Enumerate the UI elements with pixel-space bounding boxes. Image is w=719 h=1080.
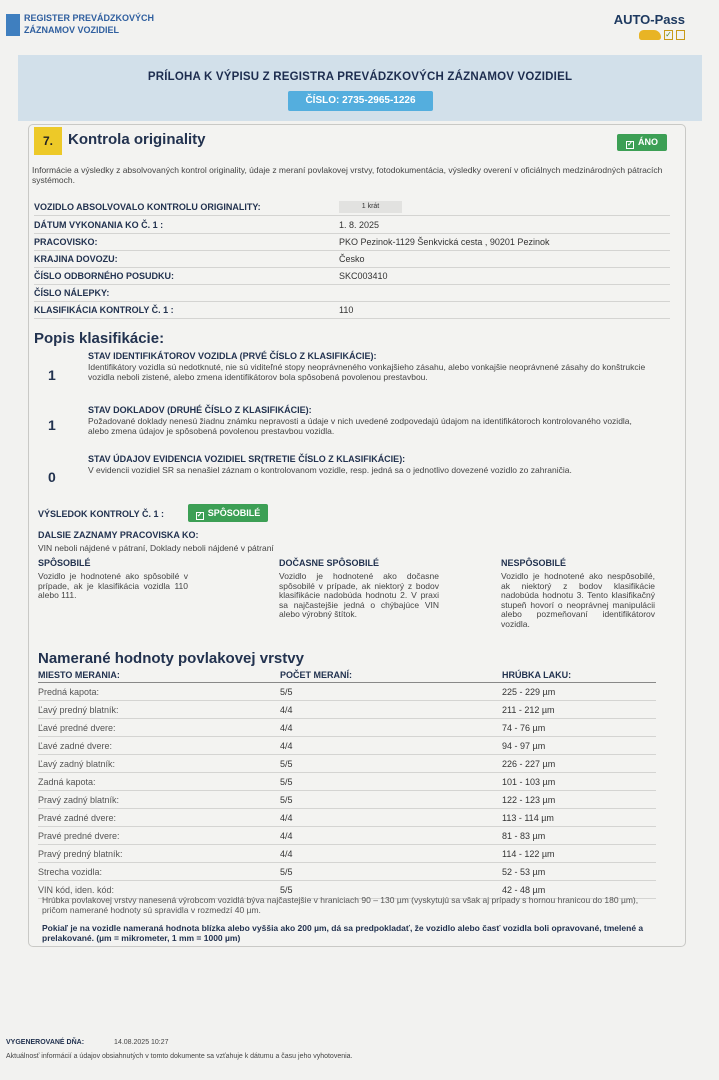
cell-location: Pravé zadné dvere:	[38, 813, 117, 823]
section-number: 7.	[34, 127, 62, 155]
detail-label: ČÍSLO ODBORNÉHO POSUDKU:	[34, 271, 175, 281]
cell-thickness: 81 - 83 µm	[502, 831, 546, 841]
cell-thickness: 113 - 114 µm	[502, 813, 554, 823]
cell-count: 5/5	[280, 777, 293, 787]
cell-location: Pravý zadný blatník:	[38, 795, 120, 805]
column-header-location: MIESTO MERANIA:	[38, 670, 120, 680]
cell-count: 4/4	[280, 831, 293, 841]
table-row	[38, 827, 656, 845]
cell-location: VIN kód, iden. kód:	[38, 885, 115, 895]
legend-title: SPÔSOBILÉ	[38, 558, 91, 568]
cell-thickness: 74 - 76 µm	[502, 723, 546, 733]
cell-count: 5/5	[280, 687, 293, 697]
legend-desc: Vozidlo je hodnotené ako spôsobilé v prípade, ak je klasifikácia vozidla 110 alebo 111.	[38, 571, 188, 600]
cell-location: Predná kapota:	[38, 687, 100, 697]
measurement-note: Hrúbka povlakovej vrstvy nanesená výrobcom vozidlá býva najčastejšie v hraniciach 90 – 130 µm (vyskytujú sa však aj prípady s hornou hranicou do 180 µm), pričom namerané hodnoty sú spravidla v rozmedzí 40 µm.	[42, 895, 639, 915]
detail-value: 1. 8. 2025	[339, 220, 380, 230]
classification-title: STAV ÚDAJOV EVIDENCIA VOZIDIEL SR(TRETIE ČÍSLO Z KLASIFIKÁCIE):	[88, 454, 406, 464]
cell-count: 4/4	[280, 813, 293, 823]
cell-count: 5/5	[280, 885, 293, 895]
cell-count: 5/5	[280, 759, 293, 769]
detail-value: 1 krát	[339, 201, 402, 213]
cell-thickness: 52 - 53 µm	[502, 867, 546, 877]
attachment-band	[18, 55, 702, 121]
classification-heading: Popis klasifikácie:	[34, 330, 165, 347]
autopass-brand: AUTO-Pass	[613, 12, 685, 27]
legend-temporary	[279, 558, 439, 620]
records-label: DALSIE ZAZNAMY PRACOVISKA KO:	[38, 530, 199, 540]
table-row	[38, 863, 656, 881]
detail-value: PKO Pezinok-1129 Šenkvická cesta , 90201 Pezinok	[339, 237, 550, 247]
detail-value: SKC003410	[339, 271, 388, 281]
classification-title: STAV DOKLADOV (DRUHÉ ČÍSLO Z KLASIFIKÁCIE):	[88, 405, 312, 415]
cell-location: Pravé predné dvere:	[38, 831, 120, 841]
car-icon	[639, 30, 661, 40]
document-icon	[676, 30, 685, 40]
result-label: VÝSLEDOK KONTROLY Č. 1 :	[38, 509, 165, 519]
attachment-title: PRÍLOHA K VÝPISU Z REGISTRA PREVÁDZKOVÝCH ZÁZNAMOV VOZIDIEL	[147, 71, 573, 83]
cell-count: 4/4	[280, 723, 293, 733]
column-header-thickness: HRÚBKA LAKU:	[502, 670, 572, 680]
cell-thickness: 42 - 48 µm	[502, 885, 546, 895]
cell-location: Pravý predný blatník:	[38, 849, 123, 859]
classification-desc: V evidencii vozidiel SR sa nenašiel záznam o kontrolovanom vozidle, resp. jedná sa o jednotlivo dovezené vozidlo zo zahraničia.	[88, 465, 572, 475]
registry-title-line1: REGISTER PREVÁDZKOVÝCH	[24, 13, 155, 23]
detail-label: DÁTUM VYKONANIA KO Č. 1 :	[34, 220, 164, 230]
cell-count: 4/4	[280, 849, 293, 859]
detail-row	[34, 217, 670, 234]
table-row	[38, 719, 656, 737]
detail-label: PRACOVISKO:	[34, 237, 98, 247]
registry-title	[24, 12, 154, 36]
table-row	[38, 737, 656, 755]
autopass-icons	[614, 30, 685, 40]
table-row	[38, 773, 656, 791]
cell-location: Ľavé zadné dvere:	[38, 741, 113, 751]
cell-location: Ľavé predné dvere:	[38, 723, 116, 733]
generated-value: 14.08.2025 10:27	[114, 1039, 169, 1046]
cell-location: Ľavý predný blatník:	[38, 705, 119, 715]
status-badge	[617, 134, 667, 151]
table-row	[38, 845, 656, 863]
detail-value: 110	[339, 305, 354, 315]
detail-label: VOZIDLO ABSOLVOVALO KONTROLU ORIGINALITY:	[34, 202, 261, 212]
cell-thickness: 114 - 122 µm	[502, 849, 555, 859]
cell-thickness: 94 - 97 µm	[502, 741, 546, 751]
measurements-heading: Namerané hodnoty povlakovej vrstvy	[38, 650, 304, 667]
cell-location: Strecha vozidla:	[38, 867, 103, 877]
detail-row	[34, 268, 670, 285]
legend-desc: Vozidlo je hodnotené ako nespôsobilé, ak niektorý z bodov klasifikácie nadobúda hodnotu 3. Tento klasifikačný stupeň hovorí o neoprávnej manipulácii alebo pozmeňovaní identifikátorov vozidla.	[501, 571, 655, 629]
detail-value: Česko	[339, 254, 365, 264]
cell-thickness: 122 - 123 µm	[502, 795, 556, 805]
table-row	[38, 809, 656, 827]
cell-count: 4/4	[280, 741, 293, 751]
classification-number: 1	[48, 417, 56, 433]
cell-count: 5/5	[280, 795, 293, 805]
legend-capable	[38, 558, 188, 601]
legend-title: NESPÔSOBILÉ	[501, 558, 567, 568]
cell-count: 5/5	[280, 867, 293, 877]
status-badge-label: ÁNO	[638, 137, 658, 147]
detail-label: KLASIFIKÁCIA KONTROLY Č. 1 :	[34, 305, 174, 315]
document-number-badge: ČÍSLO: 2735-2965-1226	[288, 91, 433, 111]
cell-thickness: 101 - 103 µm	[502, 777, 556, 787]
classification-title: STAV IDENTIFIKÁTOROV VOZIDLA (PRVÉ ČÍSLO Z KLASIFIKÁCIE):	[88, 351, 377, 361]
checkbox-icon: ✓	[665, 30, 672, 39]
classification-desc: Identifikátory vozidla sú nedotknuté, nie sú viditeľné stopy neoprávneného vonkajšieho zásahu, alebo vonkajšie neoprávnené zásahy do konštrukcie vozidla neboli zistené, alebo zmena identifikátorov bola spôsobená povolenou prestavbou.	[88, 362, 646, 382]
legend-title: DOČASNE SPÔSOBILÉ	[279, 558, 380, 568]
classification-desc: Požadované doklady nenesú žiadnu známku nepravosti a údaje v nich uvedené zodpovedajú údajom na identifikátoroch kontrolovaného vozidla, alebo zmena údajov je spôsobená povolenou prestavbou vozidla.	[88, 416, 632, 436]
cell-count: 4/4	[280, 705, 293, 715]
cell-thickness: 211 - 212 µm	[502, 705, 555, 715]
generated-info	[6, 1039, 169, 1046]
section-intro: Informácie a výsledky z absolvovaných kontrol originality, údaje z meraní povlakovej vrstvy, fotodokumentácia, výsledky overení v oficiálnych medzinárodných pátracích systémoch.	[32, 165, 663, 185]
check-icon: ✓	[627, 141, 633, 148]
registry-logo-mark	[6, 14, 20, 36]
autopass-logo	[614, 12, 685, 40]
classification-number: 0	[48, 469, 56, 485]
section-title: Kontrola originality	[68, 131, 206, 148]
table-row	[38, 701, 656, 719]
check-icon: ✓	[196, 512, 203, 519]
classification-number: 1	[48, 367, 56, 383]
cell-location: Zadná kapota:	[38, 777, 96, 787]
cell-thickness: 226 - 227 µm	[502, 759, 556, 769]
table-row	[38, 791, 656, 809]
legend-desc: Vozidlo je hodnotené ako dočasne spôsobilé v prípade, ak niektorý z bodov klasifikácie nadobúda hodnotu 2. V praxi sa najčastejšie jedná o chýbajúce VIN alebo výrobný štítok.	[279, 571, 439, 619]
legend-incapable	[501, 558, 655, 629]
result-badge	[188, 504, 268, 522]
measurement-warning: Pokiaľ je na vozidle nameraná hodnota blízka alebo vyššia ako 200 µm, dá sa predpokladať, že vozidlo alebo časť vozidla boli opravované, tmelené a prelakované. (µm = mikrometer, 1 mm = 1000 µm)	[42, 923, 644, 943]
registry-logo	[6, 12, 154, 36]
cell-location: Ľavý zadný blatník:	[38, 759, 116, 769]
detail-row	[34, 234, 670, 251]
detail-row	[34, 285, 670, 302]
result-badge-label: SPÔSOBILÉ	[207, 508, 261, 518]
cell-thickness: 225 - 229 µm	[502, 687, 556, 697]
records-value: VIN neboli nájdené v pátraní, Doklady neboli nájdené v pátraní	[38, 543, 274, 553]
detail-label: KRAJINA DOVOZU:	[34, 254, 118, 264]
generated-label: VYGENEROVANÉ DŇA:	[6, 1039, 85, 1046]
table-row	[38, 683, 656, 701]
table-row	[38, 755, 656, 773]
detail-label: ČÍSLO NÁLEPKY:	[34, 288, 110, 298]
detail-row	[34, 199, 670, 216]
column-header-count: POČET MERANÍ:	[280, 670, 352, 680]
registry-title-line2: ZÁZNAMOV VOZIDIEL	[24, 25, 119, 35]
detail-row	[34, 302, 670, 319]
detail-row	[34, 251, 670, 268]
disclaimer: Aktuálnosť informácií a údajov obsiahnutých v tomto dokumente sa vzťahuje k dátumu a času jeho vyhotovenia.	[6, 1053, 353, 1060]
